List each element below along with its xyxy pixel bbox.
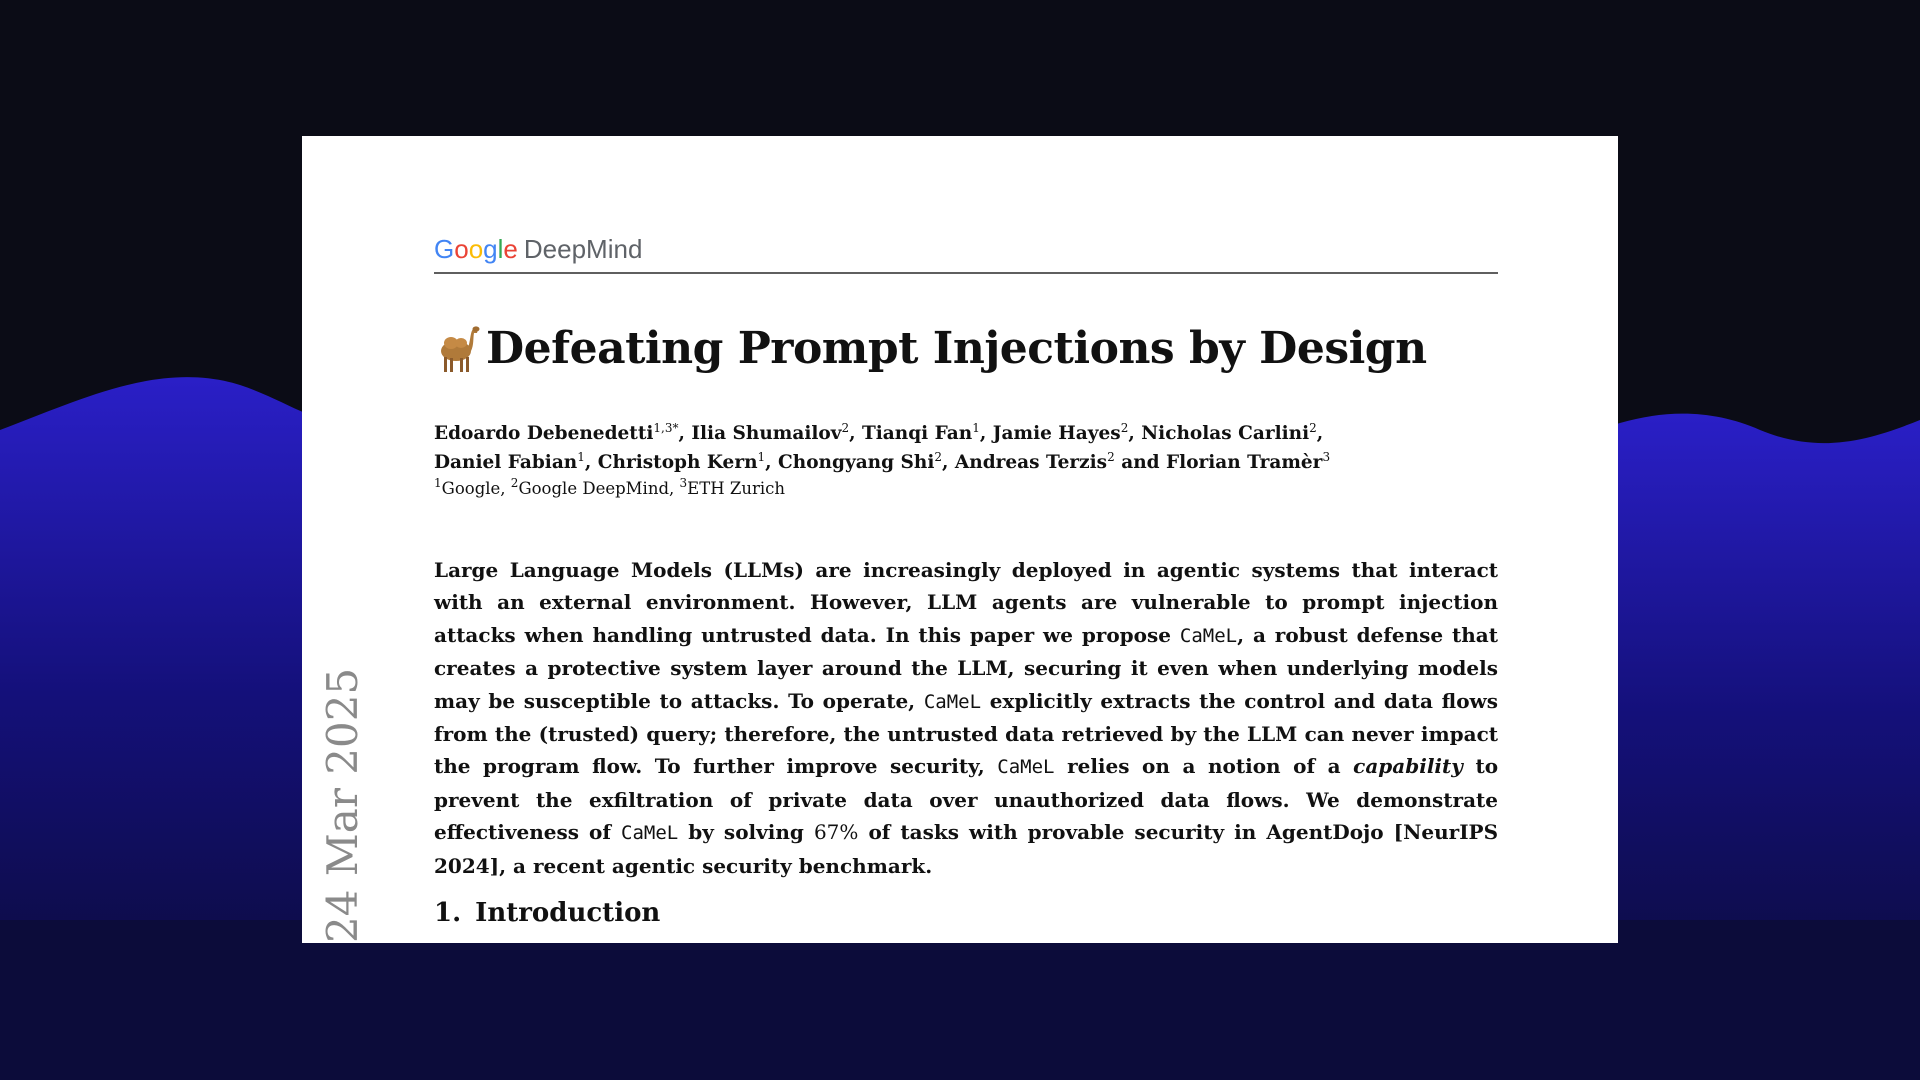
abstract: Large Language Models (LLMs) are increasingly deployed in agentic systems that interact with an external environment. However, LLM agents are vulnerable to prompt injection attacks when handling untrusted data. In this paper we propose CaMeL, a robust defense that creates a protective system layer around the LLM, securing it even when underlying models may be susceptible to attacks. To operate, CaMeL explicitly extracts the control and data flows from the (trusted) query; therefore, the untrusted data retrieved by the LLM can never impact the program flow. To further improve security, CaMeL relies on a notion of a capability to prevent the exfiltration of private data over unauthorized data flows. We demonstrate effectiveness of CaMeL by solving 67% of tasks with provable security in AgentDojo [NeurIPS 2024], a recent agentic security benchmark. bbox=[434, 558, 1499, 878]
camel-code: CaMeL bbox=[621, 822, 679, 845]
author: Daniel Fabian$^1$ bbox=[434, 450, 585, 473]
capability-term: capability bbox=[1353, 754, 1463, 779]
author-line-2: Daniel Fabian$^1$, Christoph Kern$^1$, Chongyang Shi$^2$, Andreas Terzis$^2$ and Florian Tramèr$^3$ bbox=[434, 450, 1331, 473]
deepmind-wordmark: DeepMind bbox=[523, 234, 643, 264]
author: Edoardo Debenedetti$^{1,3*}$ bbox=[434, 421, 679, 444]
camel-icon bbox=[434, 321, 480, 375]
arxiv-side-date: 24 Mar 2025 bbox=[318, 667, 367, 943]
camel-code: CaMeL bbox=[923, 690, 982, 713]
author: Ilia Shumailov$^2$ bbox=[691, 421, 850, 444]
google-deepmind-logo: Google DeepMind bbox=[434, 234, 643, 264]
camel-code: CaMeL bbox=[1179, 624, 1238, 647]
section-heading-introduction: 1. Introduction bbox=[434, 898, 661, 928]
author: Tianqi Fan$^1$ bbox=[862, 421, 980, 444]
percent-value: 67% bbox=[813, 820, 859, 845]
author: Chongyang Shi$^2$ bbox=[778, 450, 942, 473]
author: Nicholas Carlini$^2$ bbox=[1141, 421, 1317, 444]
camel-code: CaMeL bbox=[997, 756, 1055, 779]
paper-page bbox=[302, 136, 1618, 943]
author-list bbox=[434, 419, 1514, 477]
author: Andreas Terzis$^2$ bbox=[954, 450, 1115, 473]
author: Florian Tramèr$^3$ bbox=[1166, 450, 1331, 473]
header-divider bbox=[434, 272, 1498, 274]
affiliations: $^1$Google, $^2$Google DeepMind, $^3$ETH Zurich bbox=[434, 476, 785, 498]
title-row bbox=[434, 316, 1427, 380]
paper-title: Defeating Prompt Injections by Design bbox=[486, 322, 1427, 374]
author-line-1: Edoardo Debenedetti$^{1,3*}$, Ilia Shumailov$^2$, Tianqi Fan$^1$, Jamie Hayes$^2$, Nicholas Carlini$^2$, bbox=[434, 421, 1324, 444]
author: Jamie Hayes$^2$ bbox=[992, 421, 1129, 444]
author: Christoph Kern$^1$ bbox=[597, 450, 766, 473]
